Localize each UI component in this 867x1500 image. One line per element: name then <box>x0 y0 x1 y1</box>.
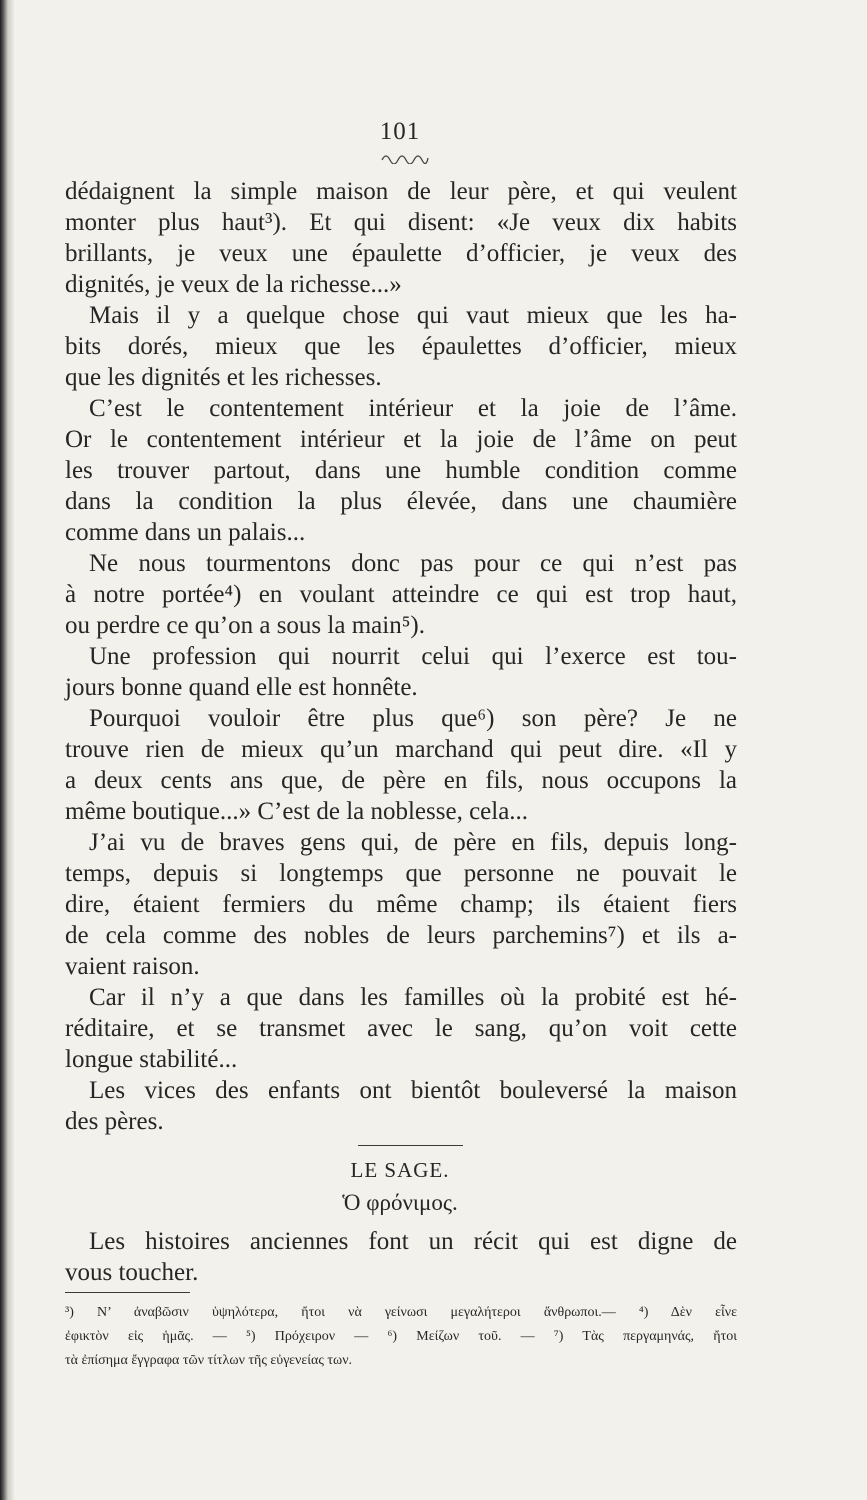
section-divider <box>358 1145 463 1146</box>
text-line: dire, étaient fermiers du même champ; ils étaient fiers <box>65 891 737 918</box>
text-line: bits dorés, mieux que les épaulettes d’officier, mieux <box>65 333 737 360</box>
text-line: Ne nous tourmentons donc pas pour ce qui n’est pas <box>89 550 737 577</box>
text-line: Or le contentement intérieur et la joie de l’âme on peut <box>65 426 737 453</box>
text-line: J’ai vu de braves gens qui, de père en fils, depuis long- <box>89 829 737 856</box>
footnote-line: ³) Ν’ ἀναβῶσιν ὑψηλότερα, ἤτοι νὰ γείνωσι μεγαλήτεροι ἄνθρωποι.— ⁴) Δὲν εἶνε <box>65 1305 737 1320</box>
page-number: 101 <box>379 118 421 145</box>
footnote-line: τὰ ἐπίσημα ἔγγραφα τῶν τίτλων τῆς εὐγενείας των. <box>65 1353 353 1368</box>
text-line: vous toucher. <box>65 1259 199 1286</box>
text-line: temps, depuis si longtemps que personne ne pouvait le <box>65 860 737 887</box>
text-line: réditaire, et se transmet avec le sang, qu’on voit cette <box>65 1015 737 1042</box>
footnote-line: ἐφικτὸν εἰς ἡμᾶς. — ⁵) Πρόχειρον — ⁶) Μείζων τοῦ. — ⁷) Τὰς περγαμηνάς, ἤτοι <box>65 1329 737 1344</box>
text-line: Les histoires anciennes font un récit qui est digne de <box>89 1228 737 1255</box>
text-line: ou perdre ce qu’on a sous la main⁵). <box>65 612 425 639</box>
text-line: Les vices des enfants ont bientôt bouleversé la maison <box>89 1077 737 1104</box>
text-line: jours bonne quand elle est honnête. <box>65 674 418 701</box>
text-line: dédaignent la simple maison de leur père, et qui veulent <box>65 178 737 205</box>
text-line: brillants, je veux une épaulette d’officier, je veux des <box>65 240 737 267</box>
text-line: les trouver partout, dans une humble condition comme <box>65 457 737 484</box>
footnote-divider <box>65 1292 190 1293</box>
text-line: vaient raison. <box>65 953 200 980</box>
text-line: longue stabilité... <box>65 1046 238 1073</box>
text-line: Une profession qui nourrit celui qui l’exerce est tou- <box>89 643 737 670</box>
section-greek-title: Ὁ φρόνιμος. <box>342 1190 458 1215</box>
text-line: que les dignités et les richesses. <box>65 364 382 391</box>
text-line: à notre portée⁴) en voulant atteindre ce qui est trop haut, <box>65 581 737 608</box>
text-line: dans la condition la plus élevée, dans une chaumière <box>65 488 737 515</box>
text-line: comme dans un palais... <box>65 519 306 546</box>
text-line: monter plus haut³). Et qui disent: «Je veux dix habits <box>65 209 737 236</box>
text-line: même boutique...» C’est de la noblesse, cela... <box>65 798 529 825</box>
section-title: LE SAGE. <box>350 1158 450 1182</box>
header-ornament <box>380 150 430 164</box>
text-line: Car il n’y a que dans les familles où la probité est hé- <box>89 984 737 1011</box>
text-line: dignités, je veux de la richesse...» <box>65 271 402 298</box>
text-line: Pourquoi vouloir être plus que⁶) son père? Je ne <box>89 705 737 732</box>
text-line: de cela comme des nobles de leurs parchemins⁷) et ils a- <box>65 922 737 949</box>
text-line: des pères. <box>65 1108 164 1135</box>
text-line: Mais il y a quelque chose qui vaut mieux que les ha- <box>89 302 737 329</box>
book-spine-shadow <box>0 0 14 1500</box>
text-line: C’est le contentement intérieur et la joie de l’âme. <box>89 395 737 422</box>
text-line: a deux cents ans que, de père en fils, nous occupons la <box>65 767 737 794</box>
text-line: trouve rien de mieux qu’un marchand qui peut dire. «Il y <box>65 736 737 763</box>
